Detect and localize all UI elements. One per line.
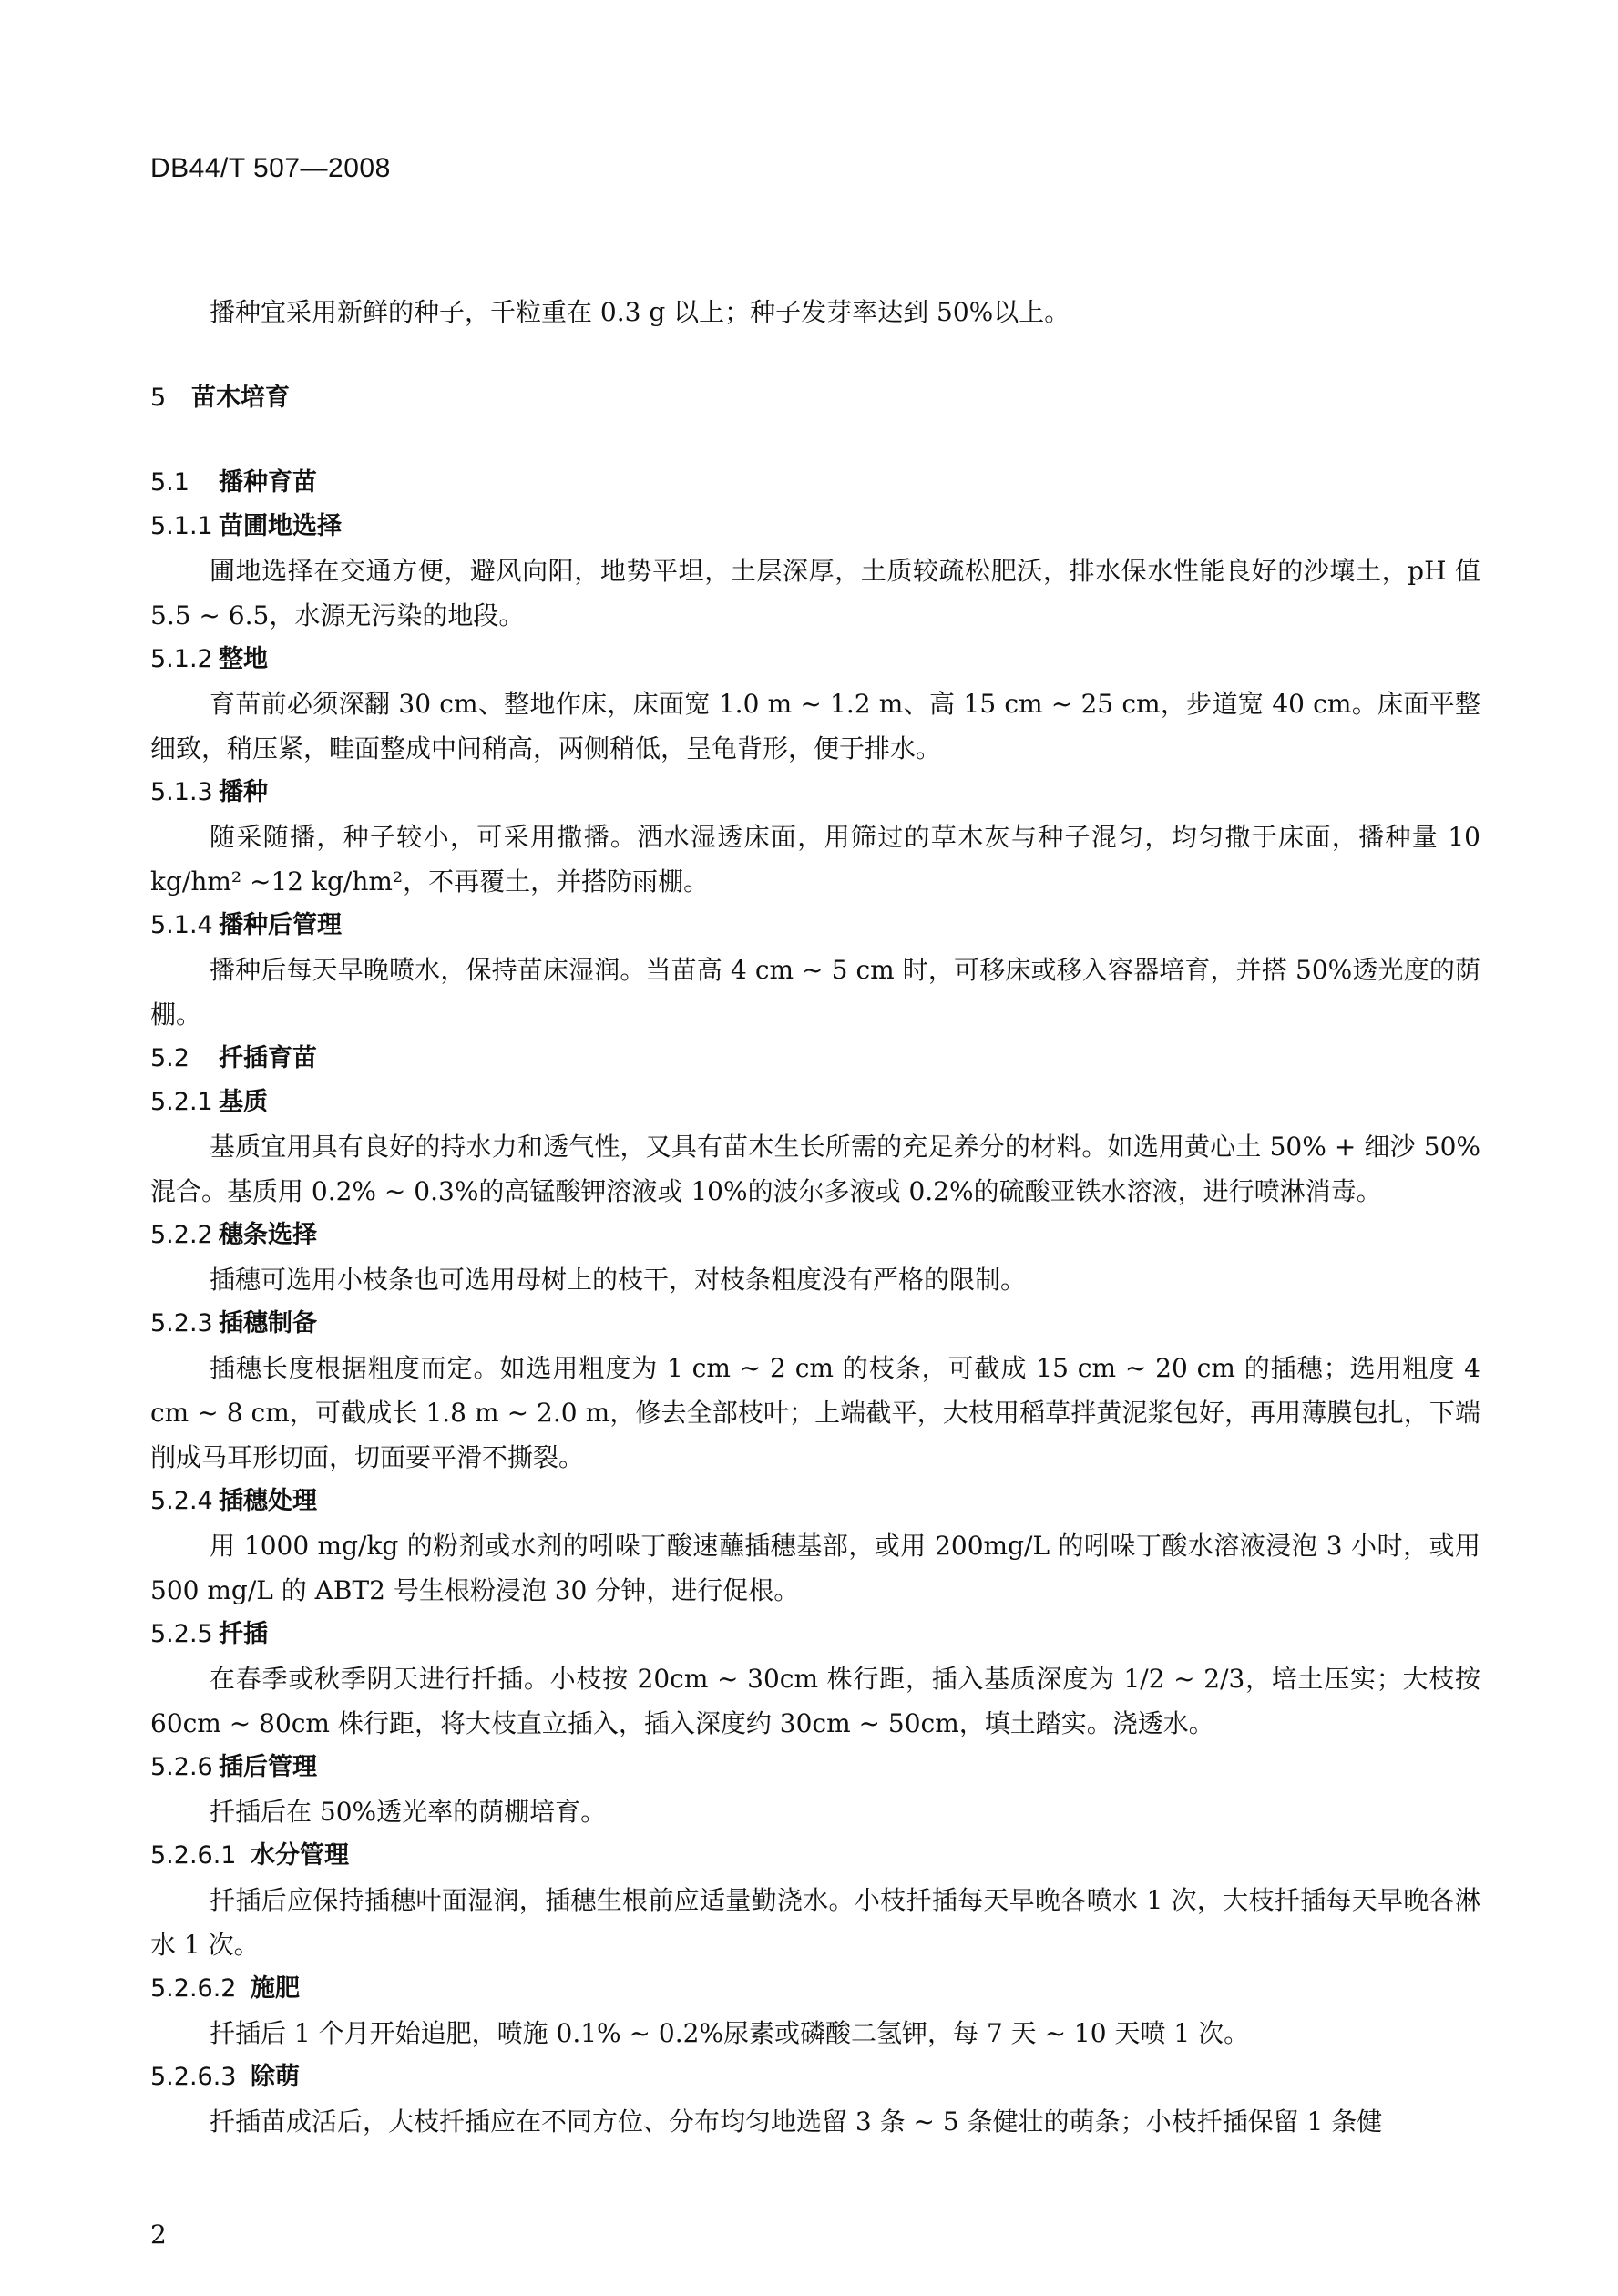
section-number: 5: [150, 384, 167, 412]
body-paragraph: 育苗前必须深翻 30 cm、整地作床，床面宽 1.0 m ~ 1.2 m、高 15 cm ~ 25 cm，步道宽 40 cm。床面平整细致，稍压紧，畦面整成中间稍高，两侧稍低，呈龟背形，便于排水。: [150, 689, 1480, 764]
body-paragraph: 扦插后应保持插穗叶面湿润，插穗生根前应适量勤浇水。小枝扦插每天早晚各喷水 1 次，大枝扦插每天早晚各淋水 1 次。: [150, 1885, 1480, 1960]
heading-number: 5.2.6.1: [150, 1841, 237, 1870]
heading-title: 苗圃地选择: [219, 512, 342, 540]
heading-number: 5.2.6.3: [150, 2063, 237, 2091]
heading-number: 5.1.2: [150, 645, 213, 673]
clause-heading: [150, 1302, 1480, 1346]
heading-title: 插穗制备: [219, 1309, 317, 1338]
heading-number: 5.2.2: [150, 1221, 213, 1249]
intro-paragraph: 播种宜采用新鲜的种子，千粒重在 0.3 g 以上；种子发芽率达到 50%以上。: [210, 297, 1070, 327]
clause-heading: [150, 1613, 1480, 1656]
clause-heading: [150, 505, 1480, 548]
clause-heading: [150, 1746, 1480, 1789]
body-paragraph: 用 1000 mg/kg 的粉剂或水剂的吲哚丁酸速蘸插穗基部，或用 200mg/L 的吲哚丁酸水溶液浸泡 3 小时，或用 500 mg/L 的 ABT2 号生根粉浸泡 30 分钟，进行促根。: [150, 1531, 1480, 1605]
heading-number: 5.2.5: [150, 1620, 213, 1648]
subsection-heading: [150, 461, 1480, 505]
body-paragraph: 基质宜用具有良好的持水力和透气性，又具有苗木生长所需的充足养分的材料。如选用黄心土 50% + 细沙 50%混合。基质用 0.2% ~ 0.3%的高锰酸钾溶液或 10%的波尔多液或 0.2%的硫酸亚铁水溶液，进行喷淋消毒。: [150, 1132, 1480, 1206]
heading-title: 扦插: [219, 1620, 268, 1648]
page-number: 2: [150, 2219, 167, 2250]
heading-number: 5.2.4: [150, 1487, 213, 1515]
body-paragraph: 播种后每天早晚喷水，保持苗床湿润。当苗高 4 cm ~ 5 cm 时，可移床或移入容器培育，并搭 50%透光度的荫棚。: [150, 955, 1480, 1030]
clause-heading: [150, 1214, 1480, 1257]
heading-number: 5.2.1: [150, 1088, 213, 1116]
heading-title: 插穗处理: [219, 1487, 317, 1515]
clause-heading: [150, 904, 1480, 948]
heading-number: 5.1.1: [150, 512, 213, 540]
body-paragraph: 插穗长度根据粗度而定。如选用粗度为 1 cm ~ 2 cm 的枝条，可截成 15 cm ~ 20 cm 的插穗；选用粗度 4 cm ~ 8 cm，可截成长 1.8 m ~ 2.0 m，修去全部枝叶；上端截平，大枝用稻草拌黄泥浆包好，再用薄膜包扎，下端削成马耳形切面，切面要平滑不撕裂。: [150, 1353, 1480, 1472]
heading-title: 扦插育苗: [219, 1044, 317, 1072]
heading-title: 除萌: [251, 2063, 300, 2091]
clause-heading: [150, 1967, 1480, 2011]
body-paragraph: 随采随播，种子较小，可采用撒播。洒水湿透床面，用筛过的草木灰与种子混匀，均匀撒于床面，播种量 10 kg/hm² ~12 kg/hm²，不再覆土，并搭防雨棚。: [150, 822, 1480, 897]
section-heading: [150, 375, 1480, 420]
section-blocks: [150, 461, 1480, 2144]
clause-heading: [150, 1081, 1480, 1124]
heading-title: 播种后管理: [219, 911, 342, 939]
body-paragraph: 扦插苗成活后，大枝扦插应在不同方位、分布均匀地选留 3 条 ~ 5 条健壮的萌条；小枝扦插保留 1 条健: [210, 2106, 1383, 2137]
heading-title: 插后管理: [219, 1753, 317, 1781]
heading-number: 5.2.6: [150, 1753, 213, 1781]
heading-number: 5.1: [150, 468, 189, 497]
subsection-heading: [150, 1037, 1480, 1081]
heading-number: 5.2: [150, 1044, 189, 1072]
heading-title: 播种育苗: [219, 468, 317, 497]
heading-title: 水分管理: [251, 1841, 349, 1870]
page-body: [150, 290, 1480, 2144]
clause-heading: [150, 2055, 1480, 2099]
heading-title: 播种: [219, 778, 268, 806]
document-code: DB44/T 507—2008: [150, 153, 391, 183]
heading-title: 施肥: [251, 1974, 300, 2003]
heading-number: 5.2.3: [150, 1309, 213, 1338]
body-paragraph: 在春季或秋季阴天进行扦插。小枝按 20cm ~ 30cm 株行距，插入基质深度为 1/2 ~ 2/3，培土压实；大枝按 60cm ~ 80cm 株行距，将大枝直立插入，插入深度约 30cm ~ 50cm，填土踏实。浇透水。: [150, 1664, 1480, 1738]
body-paragraph: 插穗可选用小枝条也可选用母树上的枝干，对枝条粗度没有严格的限制。: [210, 1265, 1027, 1295]
clause-heading: [150, 638, 1480, 682]
heading-number: 5.1.3: [150, 778, 213, 806]
heading-number: 5.1.4: [150, 911, 213, 939]
body-paragraph: 扦插后在 50%透光率的荫棚培育。: [210, 1797, 607, 1827]
heading-number: 5.2.6.2: [150, 1974, 237, 2003]
clause-heading: [150, 1480, 1480, 1523]
heading-title: 基质: [219, 1088, 268, 1116]
clause-heading: [150, 771, 1480, 815]
body-paragraph: 扦插后 1 个月开始追肥，喷施 0.1% ~ 0.2%尿素或磷酸二氢钾，每 7 天 ~ 10 天喷 1 次。: [210, 2018, 1250, 2048]
clause-heading: [150, 1834, 1480, 1878]
heading-title: 穗条选择: [219, 1221, 317, 1249]
section-title: 苗木培育: [191, 384, 290, 412]
heading-title: 整地: [219, 645, 268, 673]
body-paragraph: 圃地选择在交通方便，避风向阳，地势平坦，土层深厚，土质较疏松肥沃，排水保水性能良好的沙壤土，pH 值 5.5 ~ 6.5，水源无污染的地段。: [150, 556, 1480, 630]
